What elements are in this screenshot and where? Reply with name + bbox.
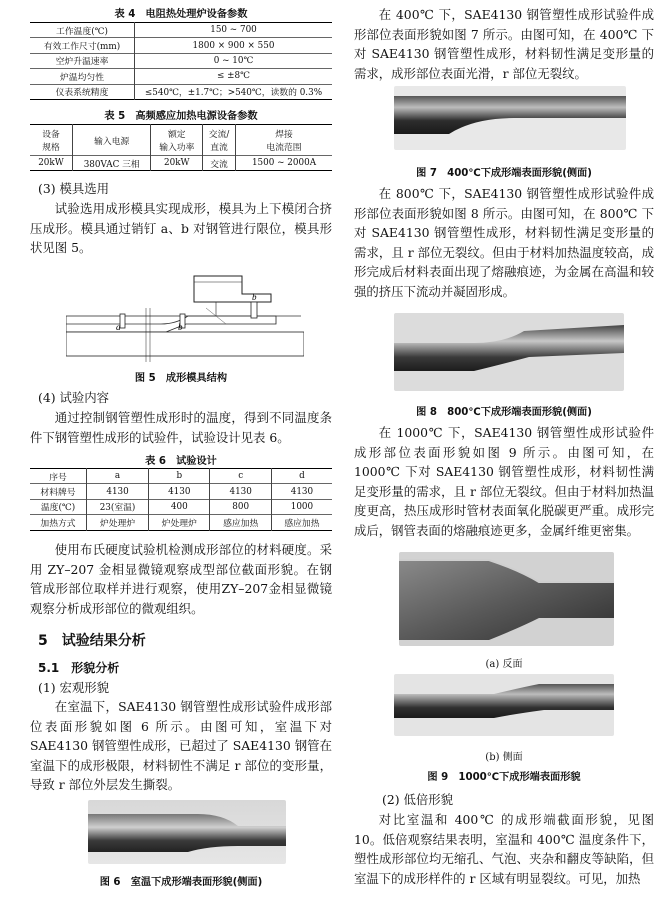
- para-low: 对比室温和 400℃ 的成形端截面形貌，见图 10。低倍观察结果表明，室温和 400℃ 温度条件下，塑性成形部位均无缩孔、气泡、夹杂和翻皮等缺陷，但室温下的成形样件的 r 区域有明显裂纹。可见，加热: [354, 812, 654, 886]
- table-cell: 4130: [87, 484, 149, 499]
- table4: [30, 22, 332, 100]
- table-header: 序号: [30, 469, 87, 484]
- table6: [30, 468, 332, 531]
- fig9a-photo: [399, 552, 614, 646]
- table-cell: 感应加热: [210, 515, 271, 530]
- table-cell: 仪表系统精度: [30, 84, 135, 99]
- table-cell: 1800 × 900 × 550: [192, 40, 275, 51]
- sec3-title: (3) 模具选用: [38, 181, 110, 196]
- table-row: [30, 38, 332, 53]
- fig5-label-b: b: [178, 322, 183, 332]
- fig8-photo: [394, 313, 624, 391]
- para-room: 在室温下，SAE4130 钢管塑性成形试验件成形部位表面形貌如图 6 所示。由图可知，室温下对 SAE4130 钢管塑性成形，已超过了 SAE4130 钢管在室温下的成形极限，材料韧性不满足 r 部位的变形量，导致 r 部位外层发生撕裂。: [30, 699, 332, 793]
- table-cell: 20kW: [30, 156, 73, 171]
- table-header: 交流/ 直流: [203, 125, 236, 156]
- table-header: a: [87, 469, 149, 484]
- fig8-caption: 图 8 800℃下成形端表面形貌(侧面): [416, 407, 592, 418]
- table5: [30, 124, 332, 171]
- table5-caption: 表 5 高频感应加热电源设备参数: [104, 111, 258, 122]
- table-row: [30, 23, 332, 38]
- table-cell: 炉处理炉: [87, 515, 149, 530]
- table-header: 额定 输入功率: [151, 125, 203, 156]
- sec4-title: (4) 试验内容: [38, 390, 110, 405]
- table-row: [30, 84, 332, 99]
- table-row: [30, 53, 332, 68]
- table-header: 设备 规格: [30, 125, 73, 156]
- table-cell: 加热方式: [30, 515, 87, 530]
- table-header: c: [210, 469, 271, 484]
- table-cell: 感应加热: [284, 518, 320, 529]
- table-cell: 交流: [203, 156, 236, 171]
- low-title: (2) 低倍形貌: [382, 792, 454, 807]
- table-row: [30, 515, 332, 530]
- table-cell: 炉温均匀性: [30, 69, 135, 84]
- table-cell: 1000: [290, 501, 314, 512]
- table-cell: 380VAC 三相: [73, 156, 151, 171]
- para-400: 在 400℃ 下，SAE4130 钢管塑性成形试验件成形部位表面形貌如图 7 所示。由图可知，在 400℃ 下对 SAE4130 钢管塑性成形，材料韧性满足变形量的需求，成形部位表面光滑，r 部位无裂纹。: [354, 7, 654, 81]
- table-cell: 400: [149, 499, 210, 514]
- table-cell: 4130: [210, 484, 271, 499]
- table-cell: 炉处理炉: [149, 515, 210, 530]
- fig9b-photo: [394, 674, 614, 736]
- table-cell: ≤ ±8℃: [217, 71, 250, 82]
- table-header: 输入电源: [73, 125, 151, 156]
- macro-title: (1) 宏观形貌: [38, 680, 110, 695]
- table6-caption: 表 6 试验设计: [145, 456, 217, 467]
- table-cell: 工作温度(℃): [30, 23, 135, 38]
- fig9b-label: (b) 侧面: [485, 752, 523, 763]
- table-cell: 4130: [290, 486, 314, 497]
- para-1000: 在 1000℃ 下，SAE4130 钢管塑性成形试验件成形部位表面形貌如图 9 所示。由图可知，在 1000℃ 下对 SAE4130 钢管塑性成形，材料韧性满足变形量的需求，且 r 部位无裂纹。但由于材料加热温度更高，热压成形时管材表面氧化脱碳更严重。成形完成后，钢管表面的熔融痕迹更多，金属纤维更密集。: [354, 425, 654, 538]
- table-cell: 23(室温): [87, 499, 149, 514]
- table-cell: 空炉升温速率: [30, 53, 135, 68]
- table-cell: 4130: [149, 484, 210, 499]
- sec3-para: 试验选用成形模具实现成形，模具为上下模闭合挤压成形。模具通过销钉 a、b 对钢管进行限位，模具形状见图 5。: [30, 201, 332, 256]
- para-hardness: 使用布氏硬度试验机检测成形部位的材料硬度。采用 ZY–207 金相显微镜观察成型部位截面形貌。在钢管成形部位取样并进行观察，使用ZY–207金相显微镜观察分析成形部位的微观组织。: [30, 542, 332, 616]
- table-row: [30, 484, 332, 499]
- table-header: d: [299, 471, 305, 482]
- fig6-photo: [88, 800, 286, 864]
- table-cell: 温度(℃): [30, 499, 87, 514]
- fig7-photo: [394, 86, 626, 150]
- table-header: b: [149, 469, 210, 484]
- section51-heading: 5.1 形貌分析: [38, 661, 120, 675]
- table-row: [30, 469, 332, 484]
- fig5-label-b-top: b: [252, 292, 257, 302]
- table-row: [30, 499, 332, 514]
- table-cell: 150 ~ 700: [210, 25, 257, 36]
- table-cell: ≤540℃，±1.7℃；>540℃，读数的 0.3%: [144, 88, 323, 99]
- para-800: 在 800℃ 下，SAE4130 钢管塑性成形试验件成形部位表面形貌如图 8 所示。由图可知，在 800℃ 下对 SAE4130 钢管塑性成形，材料韧性满足变形量的需求，且 r 部位无裂纹。但由于材料加热温度较高，成形完成后材料表面出现了熔融痕迹，为金属在高温和较强的挤压下流动并凝固形成。: [354, 186, 654, 299]
- table-cell: 有效工作尺寸(mm): [30, 38, 135, 53]
- sec4-para: 通过控制钢管塑性成形时的温度，得到不同温度条件下钢管塑性成形的试验件，试验设计见表 6。: [30, 410, 332, 445]
- table-header: 焊接 电流范围: [266, 130, 302, 153]
- fig5-label-a: a: [116, 322, 121, 332]
- fig7-caption: 图 7 400℃下成形端表面形貌(侧面): [416, 168, 592, 179]
- table-cell: 0 ~ 10℃: [213, 55, 254, 66]
- table-cell: 20kW: [151, 156, 203, 171]
- table-cell: 材料牌号: [30, 484, 87, 499]
- table-cell: 1500 ~ 2000A: [251, 158, 317, 169]
- fig5-die-diagram: [66, 272, 304, 364]
- fig6-caption: 图 6 室温下成形端表面形貌(侧面): [99, 877, 263, 888]
- fig9-caption: 图 9 1000℃下成形端表面形貌: [427, 772, 581, 783]
- table-row: [30, 156, 332, 171]
- fig5-caption: 图 5 成形模具结构: [134, 373, 228, 384]
- table-row: [30, 69, 332, 84]
- section5-heading: 5 试验结果分析: [38, 633, 146, 649]
- table-row: [30, 125, 332, 156]
- fig9a-label: (a) 反面: [485, 659, 523, 670]
- table4-caption: 表 4 电阻热处理炉设备参数: [114, 9, 248, 20]
- table-cell: 800: [210, 499, 271, 514]
